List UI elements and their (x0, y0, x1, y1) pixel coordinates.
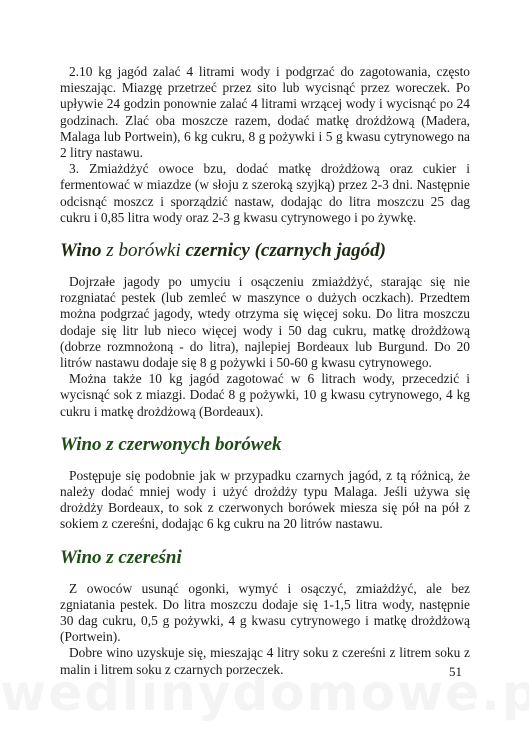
section-heading-cherry-wine: Wino z czereśni (60, 546, 182, 568)
paragraph: Postępuje się podobnie jak w przypadku czarnych jagód, z tą różnicą, że należy dodać mniej wody i użyć drożdży typu Malaga. Jeśli używa się drożdży Bordeaux, to sok z czerwonych borówek miesza się pół na pół z sokiem z czereśni, dodając 6 kg cukru na 20 litrów nastawu. (60, 467, 470, 532)
paragraph: Dojrzałe jagody po umyciu i osączeniu zmiażdżyć, starając się nie rozgniatać pestek (lub zemleć w maszynce o dużych oczkach). Przedtem można podgrzać jagody, wtedy otrzyma się więcej soku. Do litra moszczu dodaje się litr lub nieco więcej wody i 50 dag cukru, matkę drożdżową (dobrze rozmnożoną - do litra), najlepiej Bordeaux lub Burgund. Do 20 litrów nastawu dodaje się 8 g pożywki i 50-60 g kwasu cytrynowego. (60, 274, 470, 371)
section-heading-cranberry-wine: Wino z czerwonych borówek (60, 433, 282, 455)
paragraph: 2.10 kg jagód zalać 4 litrami wody i podgrzać do zagotowania, często mieszając. Miazgę przetrzeć przez sito lub wycisnąć przez woreczek. Po upływie 24 godzin ponownie zalać 4 litrami wrzącej wody i wycisnąć po 24 godzinach. Zlać oba moszcze razem, dodać matkę drożdżową (Madera, Malaga lub Portwein), 6 kg cukru, 8 g pożywki i 5 g kwasu cytrynowego na 2 litry nastawu. (60, 64, 470, 161)
section-heading-blueberry-wine (60, 240, 470, 262)
page-number: 51 (449, 664, 462, 679)
heading-part: Wino (60, 240, 102, 262)
paragraph: Dobre wino uzyskuje się, mieszając 4 litry soku z czereśni z litrem soku z malin i litrem soku z czarnych porzeczek. (60, 645, 470, 677)
paragraph: Można także 10 kg jagód zagotować w 6 litrach wody, przecedzić i wycisnąć sok z miazgi. Dodać 8 g pożywki, 10 g kwasu cytrynowego, 4 kg cukru i matkę drożdżową (Bordeaux). (60, 371, 470, 419)
heading-part: czernicy (czarnych jagód) (185, 240, 387, 262)
paragraph: Z owoców usunąć ogonki, wymyć i osączyć, zmiażdżyć, ale bez zgniatania pestek. Do litra moszczu dodaje się 1-1,5 litra wody, następnie 30 dag cukru, 0,5 g pożywki, 4 g kwasu cytrynowego i matkę drożdżową (Portwein). (60, 580, 470, 645)
paragraph: 3. Zmiażdżyć owoce bzu, dodać matkę drożdżową oraz cukier i fermentować w miazdze (w słoju z szeroką szyjką) przez 2-3 dni. Następnie odcisnąć moszcz i sporządzić nastaw, dodając do litra moszczu 25 dag cukru i 0,85 litra wody oraz 2-3 g kwasu cytrynowego i po żywkę. (60, 161, 470, 225)
heading-part: z borówki (101, 240, 186, 262)
page-content (60, 64, 470, 678)
